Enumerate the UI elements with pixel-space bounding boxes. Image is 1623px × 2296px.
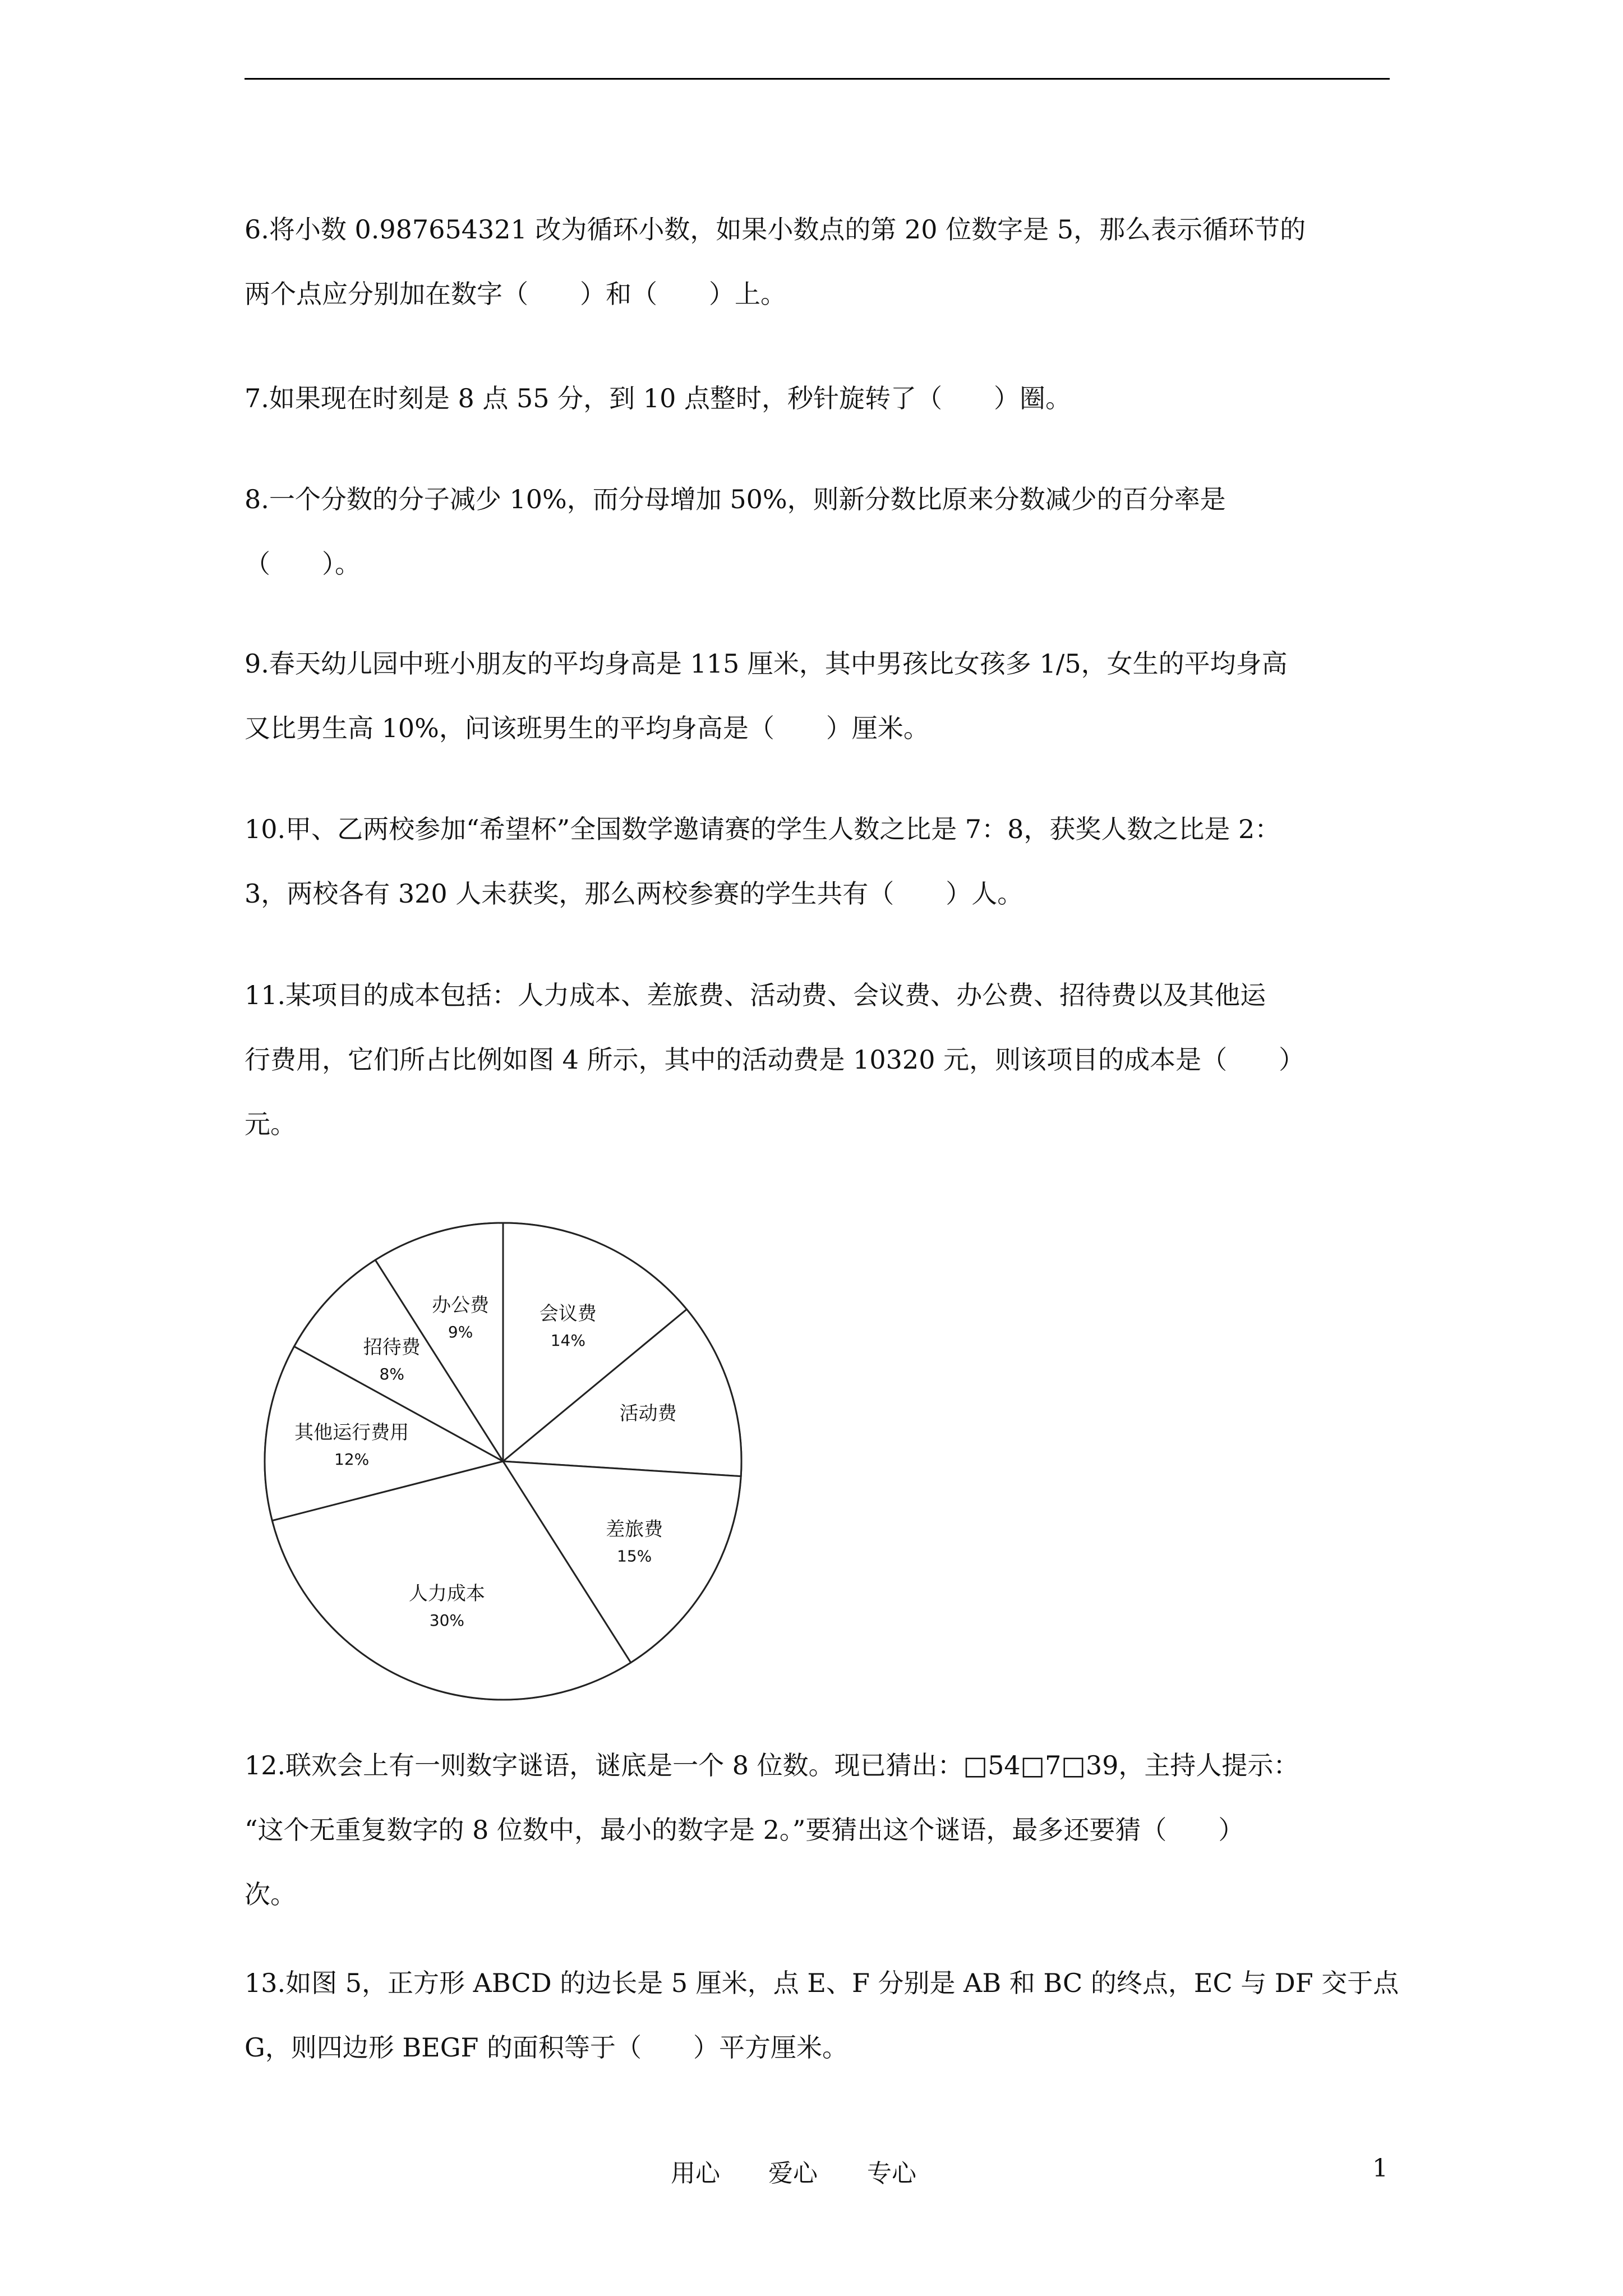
question-13-line-1: 13.如图 5，正方形 ABCD 的边长是 5 厘米，点 E、F 分别是 AB 和 BC 的终点，EC 与 DF 交于点 [245,1968,1399,1998]
pie-slice-label-2: 差旅费 [606,1518,663,1541]
question-8 [245,467,1394,596]
question-6 [245,197,1394,326]
question-8-line-2: （ ）。 [245,549,361,579]
question-12-line-1: 12.联欢会上有一则数字谜语，谜底是一个 8 位数。现已猜出：□54□7□39，主持人提示： [245,1750,1299,1780]
question-10 [245,797,1394,926]
question-11-line-3: 元。 [245,1109,296,1139]
pie-slice-percent-3: 30% [429,1611,464,1630]
question-11 [245,963,1394,1157]
question-9-line-1: 9.春天幼儿园中班小朋友的平均身高是 115 厘米，其中男孩比女孩多 1/5，女生的平均身高 [245,648,1288,679]
pie-slice-percent-6: 9% [448,1322,473,1341]
footer-text-1: 用心 [671,2159,720,2188]
question-10-line-1: 10.甲、乙两校参加“希望杯”全国数学邀请赛的学生人数之比是 7：8，获奖人数之比是 2： [245,814,1281,844]
question-8-line-1: 8.一个分数的分子减少 10%，而分母增加 50%，则新分数比原来分数减少的百分率是 [245,484,1226,514]
question-13-line-2: G，则四边形 BEGF 的面积等于（ ）平方厘米。 [245,2032,849,2063]
pie-slice-label-5: 招待费 [363,1336,421,1359]
question-10-line-2: 3，两校各有 320 人未获奖，那么两校参赛的学生共有（ ）人。 [245,878,1023,909]
pie-slice-percent-4: 12% [334,1450,370,1469]
cost-pie-chart [247,1212,763,1705]
pie-slice-label-3: 人力成本 [408,1582,485,1605]
question-6-line-2: 两个点应分别加在数字（ ）和（ ）上。 [245,279,786,309]
question-12 [245,1733,1394,1927]
pie-slice-label-6: 办公费 [432,1294,490,1317]
pie-slice-percent-0: 14% [550,1331,585,1350]
header-rule [245,78,1390,80]
question-7-line-1: 7.如果现在时刻是 8 点 55 分，到 10 点整时，秒针旋转了（ ）圈。 [245,383,1071,413]
question-12-line-3: 次。 [245,1879,296,1910]
question-12-line-2: “这个无重复数字的 8 位数中，最小的数字是 2。”要猜出这个谜语，最多还要猜（ ） [245,1815,1244,1845]
pie-slice-label-4: 其他运行费用 [294,1421,409,1444]
question-7 [245,366,1394,431]
question-11-line-2: 行费用，它们所占比例如图 4 所示，其中的活动费是 10320 元，则该项目的成本是（ ） [245,1045,1305,1075]
question-13 [245,1951,1399,2080]
footer-text-3: 专心 [867,2159,916,2188]
question-9 [245,632,1394,761]
page-number: 1 [1372,2154,1388,2183]
question-11-line-1: 11.某项目的成本包括：人力成本、差旅费、活动费、会议费、办公费、招待费以及其他运 [245,980,1266,1010]
question-6-line-1: 6.将小数 0.987654321 改为循环小数，如果小数点的第 20 位数字是 5，那么表示循环节的 [245,214,1306,245]
question-9-line-2: 又比男生高 10%，问该班男生的平均身高是（ ）厘米。 [245,713,929,743]
pie-slice-percent-5: 8% [379,1364,404,1383]
footer-text-2: 爱心 [768,2159,818,2188]
pie-slice-label-1: 活动费 [619,1402,677,1425]
pie-slice-percent-2: 15% [617,1547,652,1566]
pie-slice-label-0: 会议费 [539,1302,597,1325]
